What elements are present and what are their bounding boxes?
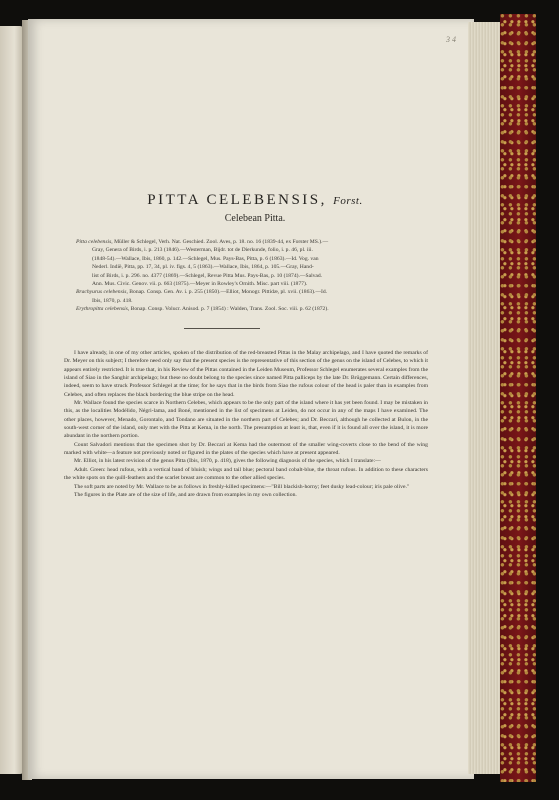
body-paragraph: Mr. Elliot, in his latest revision of the genus Pitta (Ibis, 1870, p. 418), gives the following diagnosis of the species, which I translate:— — [74, 458, 381, 465]
species-name: PITTA CELEBENSIS, — [147, 192, 327, 208]
species-author: Forst. — [333, 195, 363, 207]
synonymy-entry — [76, 238, 428, 246]
body-text — [64, 349, 428, 499]
synonym-name: Erythropitta celebensis, — [76, 306, 130, 313]
body-paragraph: I have already, in one of my other articles, spoken of the distribution of the red-breasted Pittas in the Malay archipelago, and I have quoted the remarks of Dr. Meyer on this subject; I therefore need only say that the present species is the representative of this section of the genus on the island of Celebes, to which it appears entirely restricted. It is true that, in his Review of the Pittas contained in the Leiden Museum, Professor Schlegel enumerates several examples from the island of Siao in the Sanghir archipelago; but these no doubt belong to the species since named Pitta palliceps by the late Dr. Brüggemann. Certain differences, indeed, seem to have struck Professor Schlegel at the time; for he says that in the birds from Siao the rufous colour of the head is paler than in examples from Celebes, and often replaces the black bordering the blue stripe on the head. — [64, 350, 428, 398]
synonym-reference: Bonap. Consp. Gen. Av. i. p. 255 (1850).—Elliot, Monogr. Pittidæ, pl. xvii. (1863).—Id. — [127, 289, 328, 296]
body-paragraph: Mr. Wallace found the species scarce in Northern Celebes, which appears to be the only part of the island where it has yet been found. I may be mistaken in this, as the localities Modélido, Négri-lama, and Boné, mentioned in the list of specimens at Leiden, do not occur in any of the maps I have examined. The other places, however, Menado, Gorontalo, and Tondano are situated in the northern part of Celebes; and Dr. Beccari, although he collected at Bulon, in the south-west corner of the island, only met with the Pitta at Kema, in the north. The presumption at least is, that, even if it is found all over the island, it is more abundant in the northern portion. — [64, 400, 428, 440]
synonym-name: Brachyurus celebensis, — [76, 289, 128, 296]
synonymy-continuation: Gray, Genera of Birds, i. p. 213 (1846).—Westerman, Bijdr. tot de Dierkunde, folio, i. p. 46, pl. iii. — [92, 247, 313, 254]
pencil-page-number: 3 4 — [446, 35, 456, 44]
synonymy-continuation: Ibis, 1870, p. 418. — [92, 297, 133, 304]
body-paragraph: The figures in the Plate are of the size of life, and are drawn from examples in my own collection. — [74, 491, 297, 498]
decorative-cover — [500, 14, 540, 782]
background-edge — [536, 14, 559, 782]
divider-rule — [184, 328, 260, 329]
body-paragraph: Adult. Green: head rufous, with a vertical band of bluish; wings and tail blue; pectoral band cobalt-blue, the throat rufous. In addition to these characters the white spots on the quill-feathers and the scarlet breast are common to the other allied species. — [64, 466, 428, 482]
body-paragraph: Count Salvadori mentions that the specimen shot by Dr. Beccari at Kema had the outermost of the smaller wing-coverts close to the bend of the wing marked with white—a feature not previously noted or figured in the plates of the species which have at present appeared. — [64, 441, 428, 457]
synonym-reference: Bonap. Consp. Volucr. Anisod. p. 7 (1854) : Walden, Trans. Zool. Soc. viii. p. 62 (1872). — [129, 306, 329, 313]
left-page-edge — [0, 26, 24, 774]
synonymy-list — [76, 238, 428, 314]
page-title — [40, 192, 470, 209]
synonymy-continuation: Ann. Mus. Civic. Genov. vii. p. 663 (1875).—Meyer in Rowley's Ornith. Misc. part viii. (1877). — [92, 281, 308, 288]
synonym-reference: Müller & Schlegel, Verh. Nat. Geschied. Zool. Aves, p. 18. no. 16 (1839-44, ex Forster MS.).— — [112, 239, 329, 245]
synonymy-continuation: (1848-54).—Wallace, Ibis, 1860, p. 142.—Schlegel, Mus. Pays-Bas, Pitta, p. 6 (1863).—Id. Vog. van — [92, 255, 319, 262]
synonym-name: Pitta celebensis, — [76, 239, 113, 245]
synonymy-continuation: Nederl. Indië, Pitta, pp. 17, 34, pl. iv. figs. 4, 5 (1863).—Wallace, Ibis, 1864, p. 105.—Gray, Hand- — [92, 264, 314, 271]
synonymy-entry — [76, 305, 428, 313]
body-paragraph: The soft parts are noted by Mr. Wallace to be as follows in freshly-killed specimens:—"Bill blackish-horny; feet dusky lead-colour; iris pale olive." — [74, 483, 410, 490]
synonymy-entry — [76, 288, 428, 296]
common-name: Celebean Pitta. — [224, 213, 286, 224]
synonymy-continuation: list of Birds, i. p. 296. no. 4377 (1869).—Schlegel, Revue Pitta Mus. Pays-Bas, p. 10 (1874).—Salvad. — [92, 272, 323, 279]
